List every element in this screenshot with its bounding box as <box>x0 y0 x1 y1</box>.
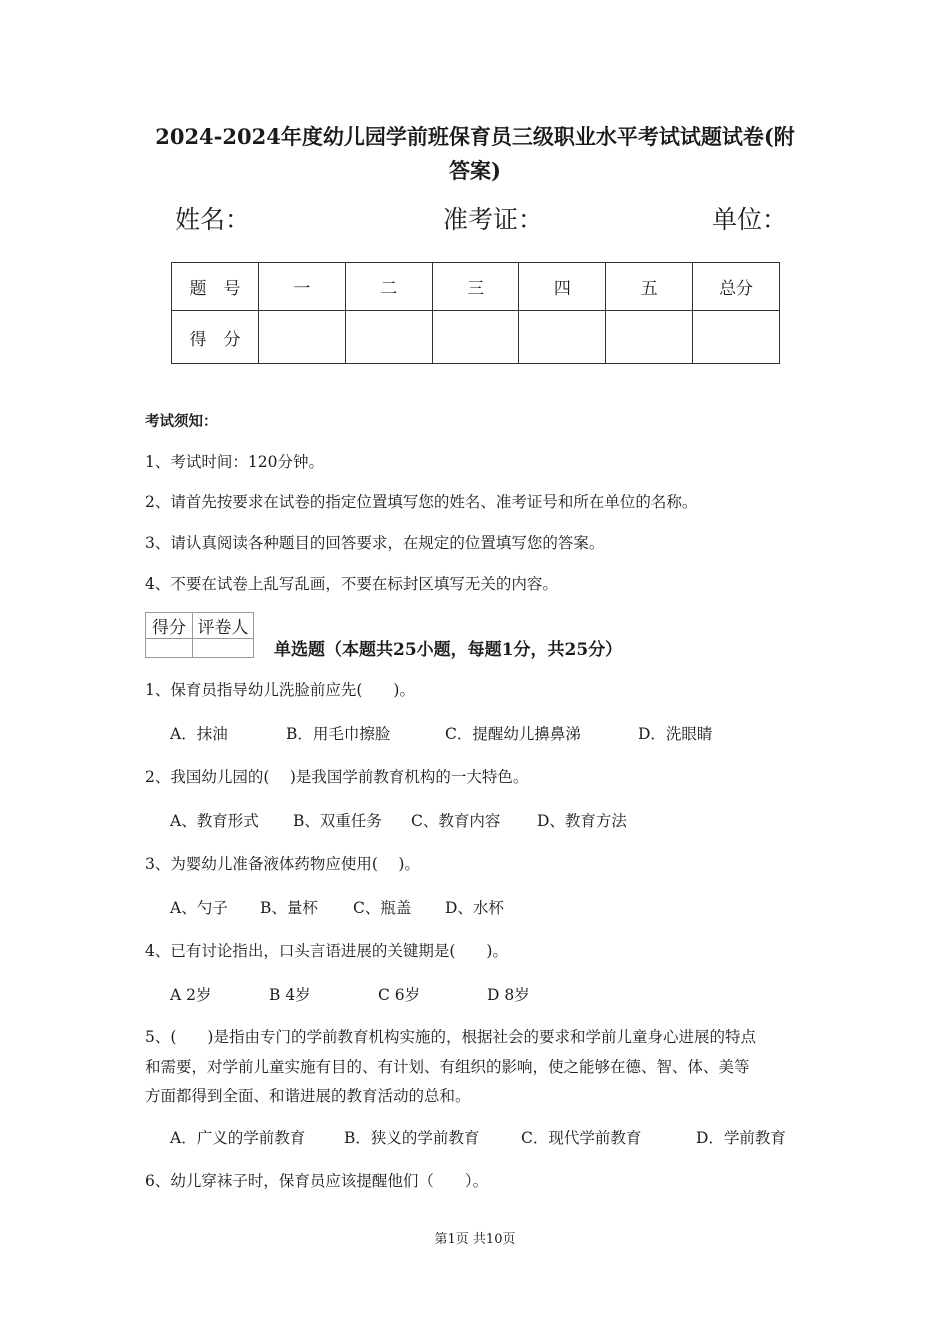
score-table-cell: 二 <box>345 263 432 311</box>
score-input-cell[interactable] <box>519 311 606 364</box>
score-table-score-row <box>172 311 780 364</box>
score-input-cell[interactable] <box>693 311 780 364</box>
answer-option[interactable]: D．洗眼睛 <box>638 725 713 743</box>
doc-title-line-2: 答案) <box>449 158 501 183</box>
question-stem-line: 方面都得到全面、和谐进展的教育活动的总和。 <box>145 1087 471 1105</box>
answer-option[interactable]: D．学前教育 <box>696 1129 786 1147</box>
answer-option[interactable]: B．用毛巾擦脸 <box>286 725 391 743</box>
score-table-cell: 五 <box>606 263 693 311</box>
answer-option[interactable]: B、量杯 <box>260 899 318 917</box>
question-stem: 4、已有讨论指出，口头言语进展的关键期是( )。 <box>145 942 508 960</box>
score-table-cell: 四 <box>519 263 606 311</box>
score-table-cell: 三 <box>432 263 519 311</box>
answer-option[interactable]: A、勺子 <box>170 899 228 917</box>
notice-item: 1、考试时间：120分钟。 <box>145 453 324 471</box>
answer-option[interactable]: B、双重任务 <box>293 812 382 830</box>
page-number: 第1页 共10页 <box>434 1232 516 1247</box>
answer-option[interactable]: C．提醒幼儿擤鼻涕 <box>445 725 581 743</box>
unit-field-label: 单位： <box>712 205 788 234</box>
answer-option[interactable]: B 4岁 <box>269 986 311 1004</box>
answer-option[interactable]: D、水杯 <box>445 899 504 917</box>
exam-id-field-label: 准考证： <box>443 205 544 234</box>
score-table-cell: 题 号 <box>172 263 259 311</box>
score-table-cell: 一 <box>259 263 346 311</box>
grader-score-cell[interactable] <box>146 639 193 658</box>
score-table-cell: 总分 <box>693 263 780 311</box>
question-stem: 2、我国幼儿园的( )是我国学前教育机构的一大特色。 <box>145 768 529 786</box>
section-title: 单选题（本题共25小题，每题1分，共25分） <box>274 640 623 660</box>
notice-item: 2、请首先按要求在试卷的指定位置填写您的姓名、准考证号和所在单位的名称。 <box>145 493 698 511</box>
answer-option[interactable]: C、瓶盖 <box>353 899 412 917</box>
answer-option[interactable]: A 2岁 <box>170 986 212 1004</box>
answer-option[interactable]: A、教育形式 <box>170 812 259 830</box>
grader-score-label: 得分 <box>146 613 193 639</box>
notice-item: 3、请认真阅读各种题目的回答要求，在规定的位置填写您的答案。 <box>145 534 605 552</box>
answer-option[interactable]: B．狭义的学前教育 <box>344 1129 480 1147</box>
score-input-cell[interactable] <box>345 311 432 364</box>
grader-name-cell[interactable] <box>193 639 254 658</box>
notice-item: 4、不要在试卷上乱写乱画，不要在标封区填写无关的内容。 <box>145 575 558 593</box>
doc-title-line-1: 2024-2024年度幼儿园学前班保育员三级职业水平考试试题试卷(附 <box>155 124 795 149</box>
notice-heading: 考试须知： <box>145 413 218 430</box>
grader-name-label: 评卷人 <box>193 613 254 639</box>
grader-box <box>145 612 254 658</box>
score-input-cell[interactable] <box>606 311 693 364</box>
answer-option[interactable]: C、教育内容 <box>411 812 501 830</box>
score-input-cell[interactable] <box>259 311 346 364</box>
question-stem-line: 和需要，对学前儿童实施有目的、有计划、有组织的影响，使之能够在德、智、体、美等 <box>145 1058 750 1076</box>
score-input-cell[interactable] <box>432 311 519 364</box>
question-stem: 6、幼儿穿袜子时，保育员应该提醒他们（ ）。 <box>145 1172 489 1190</box>
answer-option[interactable]: A．广义的学前教育 <box>170 1129 306 1147</box>
score-table <box>171 262 780 364</box>
answer-option[interactable]: D 8岁 <box>487 986 530 1004</box>
question-stem-line: 5、( )是指由专门的学前教育机构实施的，根据社会的要求和学前儿童身心进展的特点 <box>145 1028 756 1046</box>
answer-option[interactable]: C．现代学前教育 <box>521 1129 642 1147</box>
answer-option[interactable]: D、教育方法 <box>537 812 627 830</box>
answer-option[interactable]: C 6岁 <box>378 986 421 1004</box>
question-stem: 1、保育员指导幼儿洗脸前应先( )。 <box>145 681 415 699</box>
answer-option[interactable]: A．抹油 <box>170 725 228 743</box>
name-field-label: 姓名： <box>175 205 251 234</box>
question-stem: 3、为婴幼儿准备液体药物应使用( )。 <box>145 855 420 873</box>
score-table-header-row <box>172 263 780 311</box>
score-table-cell: 得 分 <box>172 311 259 364</box>
